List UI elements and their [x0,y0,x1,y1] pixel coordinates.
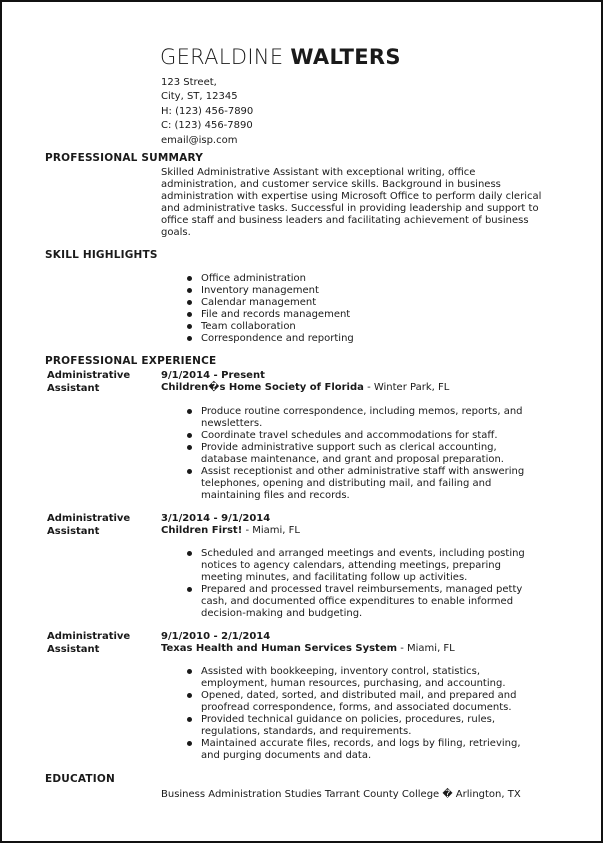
job-bullet: Provided technical guidance on policies, procedures, rules, regulations, standards, and requirements. [201,714,521,738]
job-title [47,513,147,538]
skill-item [201,297,354,309]
job-title [47,370,147,395]
job-title-line: Assistant [47,525,100,537]
skill-label: Calendar management [201,297,317,308]
employer-name: Texas Health and Human Services System [161,643,398,654]
job-title [47,631,147,656]
last-name: WALTERS [290,45,401,69]
contact-city: City, ST, 12345 [161,91,238,103]
summary-line: goals. [161,227,191,238]
skill-item [201,285,354,297]
employer-location: - Miami, FL [397,643,455,654]
job-title-line: Administrative [47,631,131,642]
job-dates: 9/1/2010 - 2/1/2014 [161,631,271,642]
job-bullet: Scheduled and arranged meetings and events, including posting notices to agency calendars, attending meetings, preparing meeting minutes, and facilitating follow up activities. [201,548,525,584]
skill-label: Inventory management [201,285,319,296]
contact-cell-phone: C: (123) 456-7890 [161,120,253,132]
contact-home-phone: H: (123) 456-7890 [161,105,254,117]
bullet-icon [187,587,192,592]
job-bullet: Opened, dated, sorted, and distributed mail, and prepared and proofread correspondence, forms, and associated documents. [201,690,521,714]
bullet-icon [187,300,192,305]
summary-line: Skilled Administrative Assistant with exceptional writing, office [161,167,476,178]
skill-label: File and records management [201,309,351,320]
bullet-icon [187,312,192,317]
summary-line: administration, and customer service skills. Background in business [161,179,501,190]
job-bullet: Coordinate travel schedules and accommodations for staff. [201,430,524,442]
experience-heading: PROFESSIONAL EXPERIENCE [45,355,217,367]
bullet-icon [187,433,192,438]
job-bullet: Maintained accurate files, records, and logs by filing, retrieving, and purging documents and data. [201,738,521,762]
summary-line: office staff and business leaders and facilitating achievement of business [161,215,529,226]
skill-item [201,333,354,345]
bullet-icon [187,409,192,414]
job-dates: 9/1/2014 - Present [161,370,265,381]
bullet-icon [187,324,192,329]
summary-line: administration with expertise using Microsoft Office to perform daily clerical [161,191,542,202]
contact-block [161,76,253,148]
job-bullet: Assist receptionist and other administrative staff with answering telephones, opening and distributing mail, and failing and maintaining files and records. [201,466,524,502]
bullet-icon [187,276,192,281]
contact-email: email@isp.com [161,134,238,146]
skill-item [201,309,354,321]
summary-heading: PROFESSIONAL SUMMARY [45,152,204,164]
bullet-icon [187,445,192,450]
skill-label: Office administration [201,273,307,284]
bullet-icon [187,741,192,746]
bullet-icon [187,669,192,674]
bullet-icon [187,469,192,474]
employer-location: - Miami, FL [242,525,300,536]
summary-line: and administrative tasks. Successful in providing leadership and support to [161,203,539,214]
job-bullets [201,666,521,762]
job-bullets [201,548,525,620]
skill-item [201,273,354,285]
job-employer [161,643,455,654]
employer-name: Children First! [161,525,243,536]
skill-label: Team collaboration [201,321,296,332]
job-bullets [201,406,524,502]
first-name: GERALDINE [160,45,284,69]
skills-heading: SKILL HIGHLIGHTS [45,249,158,261]
summary-text [161,167,571,239]
job-dates: 3/1/2014 - 9/1/2014 [161,513,271,524]
job-title-line: Assistant [47,382,100,394]
job-title-line: Administrative [47,370,131,381]
bullet-icon [187,288,192,293]
job-bullet: Assisted with bookkeeping, inventory control, statistics, employment, human resources, purchasing, and accounting. [201,666,521,690]
job-title-line: Administrative [47,513,131,524]
employer-name: Children�s Home Society of Florida [161,382,364,393]
skills-list [201,273,354,345]
skill-item [201,321,354,333]
job-employer [161,525,300,536]
education-entry: Business Administration Studies Tarrant County College � Arlington, TX [161,789,521,800]
contact-street: 123 Street, [161,77,217,88]
job-bullet: Produce routine correspondence, including memos, reports, and newsletters. [201,406,524,430]
bullet-icon [187,693,192,698]
name-header [160,44,401,70]
job-bullet: Provide administrative support such as clerical accounting, database maintenance, and grant and proposal preparation. [201,442,524,466]
employer-location: - Winter Park, FL [363,382,450,393]
bullet-icon [187,336,192,341]
job-title-line: Assistant [47,643,100,655]
bullet-icon [187,551,192,556]
full-name [160,44,401,70]
job-employer [161,382,449,393]
education-heading: EDUCATION [45,773,116,785]
bullet-icon [187,717,192,722]
skill-label: Correspondence and reporting [201,333,354,344]
job-bullet: Prepared and processed travel reimbursements, managed petty cash, and documented office expenditures to enable informed decision-making and budgeting. [201,584,525,620]
